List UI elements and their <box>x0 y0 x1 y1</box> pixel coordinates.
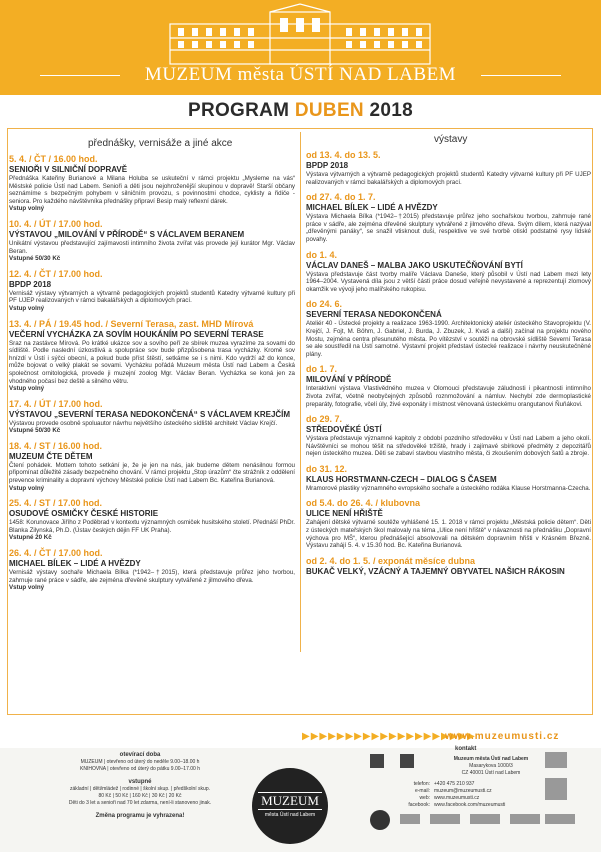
event-title: VÁCLAV DANEŠ – MALBA JAKO USKUTEČŇOVÁNÍ BYTÍ <box>306 260 523 270</box>
program-word: PROGRAM <box>187 100 295 121</box>
event-title: MICHAEL BÍLEK – LIDÉ A HVĚZDY <box>9 559 141 569</box>
event-item <box>9 498 295 542</box>
event-item <box>9 548 295 592</box>
event-item <box>306 464 591 493</box>
contact-heading: kontakt <box>455 746 477 752</box>
right-column-heading: výstavy <box>434 134 468 145</box>
title-rule-left <box>40 75 120 76</box>
event-title: BPDP 2018 <box>9 279 52 289</box>
footer-info <box>40 752 240 820</box>
event-desc: Sraz na zastávce Mírová. Po krátké ukázce sov a sovího peří ze sbírek muzea vyrazíme za sovami do sídliště. Podle naslední úzkostlivá a spolupráce sov bude přizpůsobena trasa vycházky. Kromě sov hnízdí v Ústí i sýčci obecní, a pokud bude příst štěstí, setkáme se i s nimi. Kdo vydrží až do konce, může bojovat o velký plakát se sovami. Vycházku pořádá Muzeum města Ústí nad Labem a Česká společnost ornitologická, provede ji muzejní zoolog Mgr. Václav Beran. Vycházka se koná jen za vhodného počasí bez deště a silného větru. <box>9 339 295 385</box>
contact-name: Muzeum města Ústí nad Labem <box>453 756 529 762</box>
event-date: do 24. 6. <box>306 299 343 310</box>
event-title: MILOVÁNÍ V PŘÍRODĚ <box>306 375 392 385</box>
event-item <box>9 269 295 313</box>
event-desc: Výstavou provede osobně spoluautor návrhu největšího ústeckého sídliště architekt Václav Krejčí. <box>9 419 278 427</box>
event-title: ULICE NENÍ HŘIŠTĚ <box>306 509 383 519</box>
event-date: 25. 4. / ST / 17.00 hod. <box>9 498 103 509</box>
contact-value: +420 475 210 937 <box>434 781 475 787</box>
event-entry: Vstup volný <box>9 484 45 492</box>
contact-city: CZ 40001 Ústí nad Labem <box>461 770 521 776</box>
partner-logo <box>400 814 420 824</box>
title-rule-right <box>481 75 561 76</box>
contact-label: web: <box>419 795 430 801</box>
event-date: do 31. 12. <box>306 463 348 474</box>
event-date: od 27. 4. do 1. 7. <box>306 192 376 203</box>
website-link[interactable]: www.muzeumusti.cz <box>445 731 560 742</box>
contact-label: telefon: <box>413 781 430 787</box>
event-entry: Vstupné 50/30 Kč <box>9 427 61 435</box>
partner-logo <box>370 810 390 830</box>
event-date: 18. 4. / ST / 16.00 hod. <box>9 440 103 451</box>
logo-subtext: města Ústí nad Labem <box>264 812 316 818</box>
exhibitions-column <box>306 150 591 583</box>
contact-row <box>386 781 556 788</box>
museum-title <box>0 64 601 86</box>
contact-value[interactable]: www.muzeumusti.cz <box>434 795 480 801</box>
fee-prices: 80 Kč | 50 Kč | 160 Kč | 30 Kč | 20 Kč <box>98 793 182 799</box>
event-entry: Vstup volný <box>9 584 45 592</box>
contact-label: facebook: <box>408 802 430 808</box>
event-item <box>306 498 591 549</box>
event-title: MUZEUM ČTE DĚTEM <box>9 451 93 461</box>
event-item <box>9 399 295 435</box>
fee-note: Děti do 3 let a senioři nad 70 let zdarma, není-li stanoveno jinak. <box>68 800 212 806</box>
contact-row <box>386 788 556 795</box>
event-entry: Vstup volný <box>9 385 45 393</box>
event-item <box>306 192 591 243</box>
event-desc: Výstava představuje významné kapitoly z období pozdního středověku v Ústí nad Labem a jeho okolí. Návštěvníci se mohou těšit na středověké tržiště, hrady i zajímavé sbírkové předměty z depozitářů nejen ústeckého muzea. Děti se zabaví stavbou vlastního města, či zkoušením dobových šatů a zbroje. <box>306 435 591 458</box>
partner-logo <box>370 754 384 768</box>
event-date: 26. 4. / ČT / 17.00 hod. <box>9 548 103 559</box>
event-date: 13. 4. / PÁ / 19.45 hod. / Severní Terasa, zast. MHD Mírová <box>9 318 254 329</box>
event-date: 5. 4. / ČT / 16.00 hod. <box>9 154 98 164</box>
contact-row <box>386 802 556 809</box>
event-title: BUKAČ VELKÝ, VZÁCNÝ A TAJEMNÝ OBYVATEL NAŠICH RÁKOSIN <box>306 566 565 576</box>
program-title <box>0 100 601 122</box>
event-desc: Vernisáž výstavy sochaře Michaela Bílka (*1942–†2015), která představuje průřez jeho tvorbou, zahrnuje rané práce v sádře, ale zejména dřevěné skulptury vytvářené z jilmového dřeva. <box>9 569 295 584</box>
column-divider <box>300 132 301 652</box>
event-date: od 13. 4. do 13. 5. <box>306 150 381 160</box>
event-title: STŘEDOVĚKÉ ÚSTÍ <box>306 425 382 435</box>
contact-label: e-mail: <box>414 788 430 794</box>
event-desc: Mramorové plastiky významného evropského sochaře a ústeckého rodáka Klause Horstmanna-Czecha. <box>306 484 591 492</box>
event-desc: Přednáška Kateřiny Burianové a Milana Holuba se uskuteční v rámci projektu „Mysleme na vás“ Městské policie Ústí nad Labem. Senioři a děti jsou nejohroženější skupinou v dopravě! Starší občany seznámíme s bezpečným pohybem v silničním provozu, s povinnostmi chodce, cyklisty a řidiče - seniora. Pro každého návštěvníka přednášky připraví Besip malý reflexní dárek. <box>9 175 295 205</box>
contact-rows <box>386 781 556 809</box>
change-note: Změna programu je vyhrazena! <box>95 813 185 819</box>
left-column-heading: přednášky, vernisáže a jiné akce <box>88 138 233 149</box>
event-date: od 2. 4. do 1. 5. / exponát měsíce dubna <box>306 555 476 566</box>
program-year: 2018 <box>363 100 413 121</box>
event-item <box>9 441 295 492</box>
event-desc: Interaktivní výstava Vlastivědného muzea v Olomouci představuje záludnosti i pikantnosti intimního života zvířat, včetně neobyčejných způsobů roznmožování a námluv. Nechybí zde dermoplastické preparáty, fotografie, včelí úly, živé exponáty i místnost věnovaná ústeckému orangutanovi Ňuňákovi. <box>306 385 591 408</box>
partner-logo <box>545 752 567 768</box>
hours-heading: otevírací doba <box>119 752 161 758</box>
event-desc: Výstava představuje část tvorby malíře Václava Daneše, který působil v Ústí nad Labem mezi lety 1964–2004. Vystavená díla jsou z větší části práce dosud veřejně nevystavené a reprezentují zlomový okamžik ve vývoji jeho malířského rukopisu. <box>306 270 591 293</box>
event-item <box>306 556 591 577</box>
event-title: VÝSTAVOU „SEVERNÍ TERASA NEDOKONČENÁ“ S VÁCLAVEM KREJČÍM <box>9 409 291 419</box>
event-date: do 29. 7. <box>306 414 343 425</box>
header-banner <box>0 0 601 95</box>
contact-value[interactable]: www.facebook.com/muzeumusti <box>434 802 506 808</box>
museum-title-text: MUZEUM města ÚSTÍ NAD LABEM <box>144 64 457 85</box>
event-title: SEVERNÍ TERASA NEDOKONČENÁ <box>306 310 442 320</box>
event-entry: Vstup volný <box>9 205 45 213</box>
event-date: do 1. 4. <box>306 249 338 260</box>
hours-museum: MUZEUM | otevřeno od úterý do neděle 9.00–18.00 h <box>80 759 200 765</box>
contact-street: Masarykova 1000/3 <box>469 763 513 769</box>
event-item <box>9 319 295 393</box>
event-desc: Čtení pohádek. Mottem tohoto setkání je, že je jen na nás, jak budeme dětem nenásilnou formou připomínat důležité zásady bezpečného chování. V rámci projektu „Stop úrazům“ čte strážník z oddělení prevence kriminality a dopravní výchovy Městské policie Ústí nad Labem Bc. Kateřina Burianová. <box>9 461 295 485</box>
event-item <box>306 150 591 186</box>
footer <box>0 748 601 852</box>
event-date: do 1. 7. <box>306 364 338 375</box>
contact-row <box>386 795 556 802</box>
event-desc: Výstava Michaela Bílka (*1942–†2015) představuje průřez jeho sochařskou tvorbou, zahrnuje rané práce v sádře, ale zejména dřevěné skulptury vytvářené z jilmového dřeva. Svým dílem, která nazýval „dřevěnými panáky“, se snažil vtisknout duši, respektive ve své tvorbě otiskl podstatné rysy lidské povahy. <box>306 213 591 243</box>
fee-heading: vstupné <box>128 779 152 785</box>
event-date: 12. 4. / ČT / 17.00 hod. <box>9 268 103 279</box>
partner-logo <box>545 778 567 800</box>
event-item <box>9 154 295 213</box>
partner-logo <box>545 814 575 824</box>
partner-logo <box>470 814 500 824</box>
event-item <box>306 364 591 408</box>
event-title: SENIOŘI V SILNIČNÍ DOPRAVĚ <box>9 165 128 174</box>
event-desc: Ateliér 40 - Ústecké projekty a realizace 1963-1990. Architektonický ateliér ústeckého Stavoprojektu (V. Krejčí, J. Fojt, M. Böhm, J. Gabriel, J. Burda, J. Zbuzek, J. Kvaš a další) začínal na projektu nového Mostu, zejména centra přesunutého města. Po vítězství v soutěži na obrovské sídliště Severní Terasa se ale soustředil na Ústí samotné. Výstavní projekt představí ústecké realizace i návrhy neuskutečněné plány. <box>306 320 591 358</box>
event-title: VÝSTAVOU „MILOVÁNÍ V PŘÍRODĚ“ S VÁCLAVEM BERANEM <box>9 229 245 239</box>
event-date: 10. 4. / ÚT / 17.00 hod. <box>9 218 103 229</box>
event-entry: Vstupné 20 Kč <box>9 534 52 542</box>
event-desc: 1458: Korunovace Jiřího z Poděbrad v kontextu významných osmiček husitského století. Přednáší PhDr. Blanka Zilynská, Ph.D. (Ústav českých dějin FF UK Praha). <box>9 519 295 534</box>
events-column <box>9 154 295 598</box>
event-desc: Vernisáž výstavy výtvarných a výtvarně pedagogických projektů studentů Katedry výtvarné kultury při PF UJEP realizovaných v rámci bakalářských a diplomových prací. <box>9 289 295 305</box>
partner-logo <box>510 814 540 824</box>
contact-block <box>366 750 556 809</box>
museum-building-illustration <box>150 4 450 64</box>
contact-value[interactable]: muzeum@muzeumusti.cz <box>434 788 492 794</box>
event-title: VEČERNÍ VYCHÁZKA ZA SOVÍM HOUKÁNÍM PO SEVERNÍ TERASE <box>9 329 264 339</box>
event-title: BPDP 2018 <box>306 161 349 170</box>
event-item <box>9 219 295 263</box>
event-title: OSUDOVÉ OSMIČKY ČESKÉ HISTORIE <box>9 509 159 519</box>
event-desc: Výstava výtvarných a výtvarně pedagogických projektů studentů Katedry výtvarné kultury při PF UJEP realizovaných v rámci bakalářských a diplomových prací. <box>306 171 591 186</box>
program-month: DUBEN <box>294 100 364 121</box>
museum-logo <box>252 768 328 844</box>
event-date: od 5.4. do 26. 4. / klubovna <box>306 498 421 509</box>
event-entry: Vstup volný <box>9 304 45 312</box>
logo-text: MUZEUM <box>258 792 322 810</box>
event-item <box>306 250 591 294</box>
partner-logo <box>400 754 414 768</box>
hours-library: KNIHOVNA | otevřeno od úterý do pátku 9.00–17.00 h <box>80 766 200 772</box>
decorative-arrows: ▶▶▶▶▶▶▶▶▶▶▶▶▶▶▶▶▶▶▶▶ <box>302 731 476 742</box>
event-item <box>306 299 591 358</box>
event-desc: Zahájení dětské výtvarné soutěže vyhlášené 15. 1. 2018 v rámci projektu „Městská policie dětem“. Děti z ústeckých mateřských škol malovaly na téma „Ulice není hřiště“ v návaznosti na přednášku „Dopravní výchova pro MŠ“, kterou přednášející absolvovali na dětském dopravním hřišti v Krásném Březně. Výstavu zahájí 5. 4. v 15.30 hod. Bc. Kateřina Burianová. <box>306 519 591 550</box>
event-entry: Vstupné 50/30 Kč <box>9 255 61 263</box>
event-title: KLAUS HORSTMANN-CZECH – DIALOG S ČASEM <box>306 474 497 484</box>
partner-logo <box>430 814 460 824</box>
event-title: MICHAEL BÍLEK – LIDÉ A HVĚZDY <box>306 203 438 213</box>
event-desc: Unikátní výstavou představující zajímavosti intimního života zvířat vás provede její kurátor Mgr. Václav Beran. <box>9 239 295 255</box>
fee-categories: základní | děti/mládež | rodinné | školní skup. | předškolní skup. <box>70 786 210 792</box>
event-date: 17. 4. / ÚT / 17.00 hod. <box>9 398 103 409</box>
event-item <box>306 414 591 458</box>
